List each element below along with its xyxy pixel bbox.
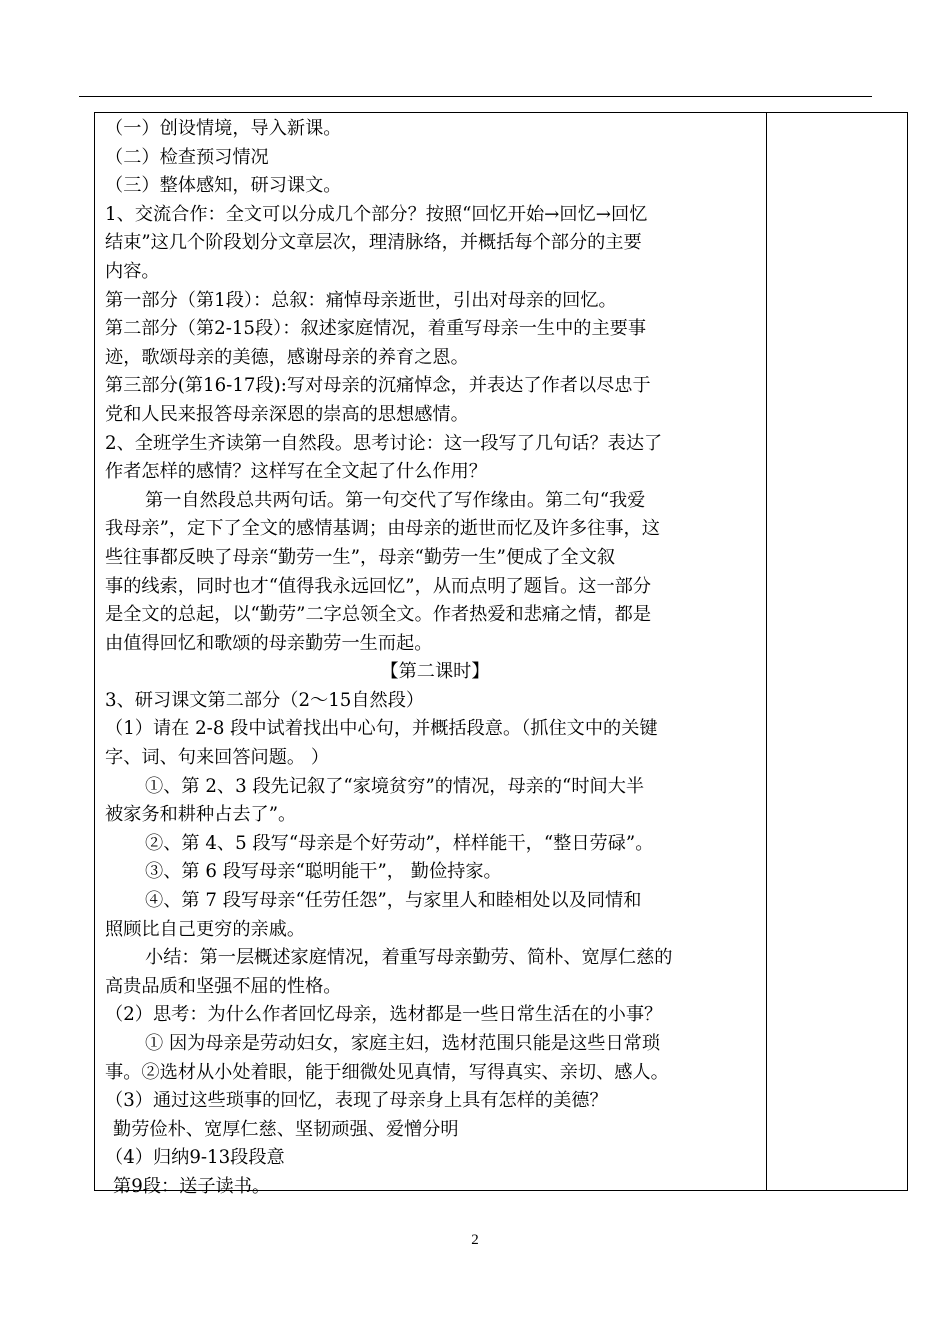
- text-line: 1、交流合作：全文可以分成几个部分？按照“回忆开始→回忆→回忆: [105, 203, 648, 225]
- text-line: 被家务和耕种占去了”。: [105, 804, 297, 826]
- column-divider: [766, 113, 767, 1190]
- text-line: 第9段：送子读书。: [113, 1175, 271, 1197]
- text-line: 由值得回忆和歌颂的母亲勤劳一生而起。: [105, 632, 433, 654]
- text-line: 3、研习课文第二部分（2～15自然段）: [105, 689, 425, 711]
- text-line: （二）检查预习情况: [105, 146, 269, 168]
- text-line: 内容。: [105, 260, 160, 282]
- text-line: 第一部分（第1段）：总叙：痛悼母亲逝世，引出对母亲的回忆。: [105, 289, 617, 311]
- text-line: 党和人民来报答母亲深恩的崇高的思想感情。: [105, 403, 469, 425]
- text-line: 是全文的总起，以“勤劳”二字总领全文。作者热爱和悲痛之情，都是: [105, 604, 652, 626]
- text-line: （4）归纳9-13段段意: [105, 1147, 285, 1169]
- text-line: 第二部分（第2-15段）：叙述家庭情况，着重写母亲一生中的主要事: [105, 318, 647, 340]
- page-number: 2: [471, 1232, 479, 1248]
- lesson-table: [94, 112, 908, 1197]
- text-line: 高贵品质和坚强不屈的性格。: [105, 975, 342, 997]
- text-line: （1）请在 2-8 段中试着找出中心句，并概括段意。（抓住文中的关键: [105, 718, 658, 740]
- text-line: 迹，歌颂母亲的美德，感谢母亲的养育之恩。: [105, 346, 469, 368]
- text-line: （一）创设情境，导入新课。: [105, 118, 342, 139]
- text-line: 小结：第一层概述家庭情况，着重写母亲勤劳、简朴、宽厚仁慈的: [145, 947, 673, 969]
- text-line: ①、第 2、3 段先记叙了“家境贫穷”的情况，母亲的“时间大半: [145, 775, 645, 797]
- content-cell: [105, 115, 765, 1202]
- text-line: 照顾比自己更穷的亲戚。: [105, 918, 306, 940]
- text-line: （三）整体感知，研习课文。: [105, 175, 342, 197]
- text-line: ②、第 4、5 段写“母亲是个好劳动”，样样能干，“整日劳碌”。: [145, 832, 654, 854]
- text-line: （2）思考：为什么作者回忆母亲，选材都是一些日常生活在的小事？: [105, 1004, 663, 1026]
- text-line: 我母亲”，定下了全文的感情基调；由母亲的逝世而忆及许多往事，这: [105, 518, 660, 540]
- text-line: （3）通过这些琐事的回忆，表现了母亲身上具有怎样的美德？: [105, 1090, 608, 1112]
- text-line: 勤劳俭朴、宽厚仁慈、坚韧顽强、爱憎分明: [113, 1118, 459, 1140]
- section-heading: 【第二课时】: [380, 661, 490, 683]
- text-line: 结束”这几个阶段划分文章层次，理清脉络，并概括每个部分的主要: [105, 232, 642, 254]
- text-line: 事的线索，同时也才“值得我永远回忆”，从而点明了题旨。这一部分: [105, 575, 652, 597]
- text-line: 些往事都反映了母亲“勤劳一生”，母亲“勤劳一生”便成了全文叙: [105, 546, 616, 568]
- header-rule: [79, 96, 872, 97]
- text-line: ③、第 6 段写母亲“聪明能干”， 勤俭持家。: [145, 861, 502, 883]
- text-line: 2、全班学生齐读第一自然段。思考讨论：这一段写了几句话？表达了: [105, 432, 663, 454]
- text-line: 第一自然段总共两句话。第一句交代了写作缘由。第二句“我爱: [145, 489, 646, 511]
- text-line: 作者怎样的感情？这样写在全文起了什么作用？: [105, 461, 487, 483]
- text-line: 字、词、句来回答问题。 ）: [105, 747, 330, 769]
- text-line: 事。②选材从小处着眼，能于细微处见真情，写得真实、亲切、感人。: [105, 1061, 669, 1083]
- text-line: ① 因为母亲是劳动妇女，家庭主妇，选材范围只能是这些日常琐: [145, 1033, 661, 1054]
- text-line: 第三部分(第16-17段):写对母亲的沉痛悼念，并表达了作者以尽忠于: [105, 375, 651, 397]
- notes-cell: [768, 113, 907, 1190]
- text-line: ④、第 7 段写母亲“任劳任怨”，与家里人和睦相处以及同情和: [145, 890, 642, 912]
